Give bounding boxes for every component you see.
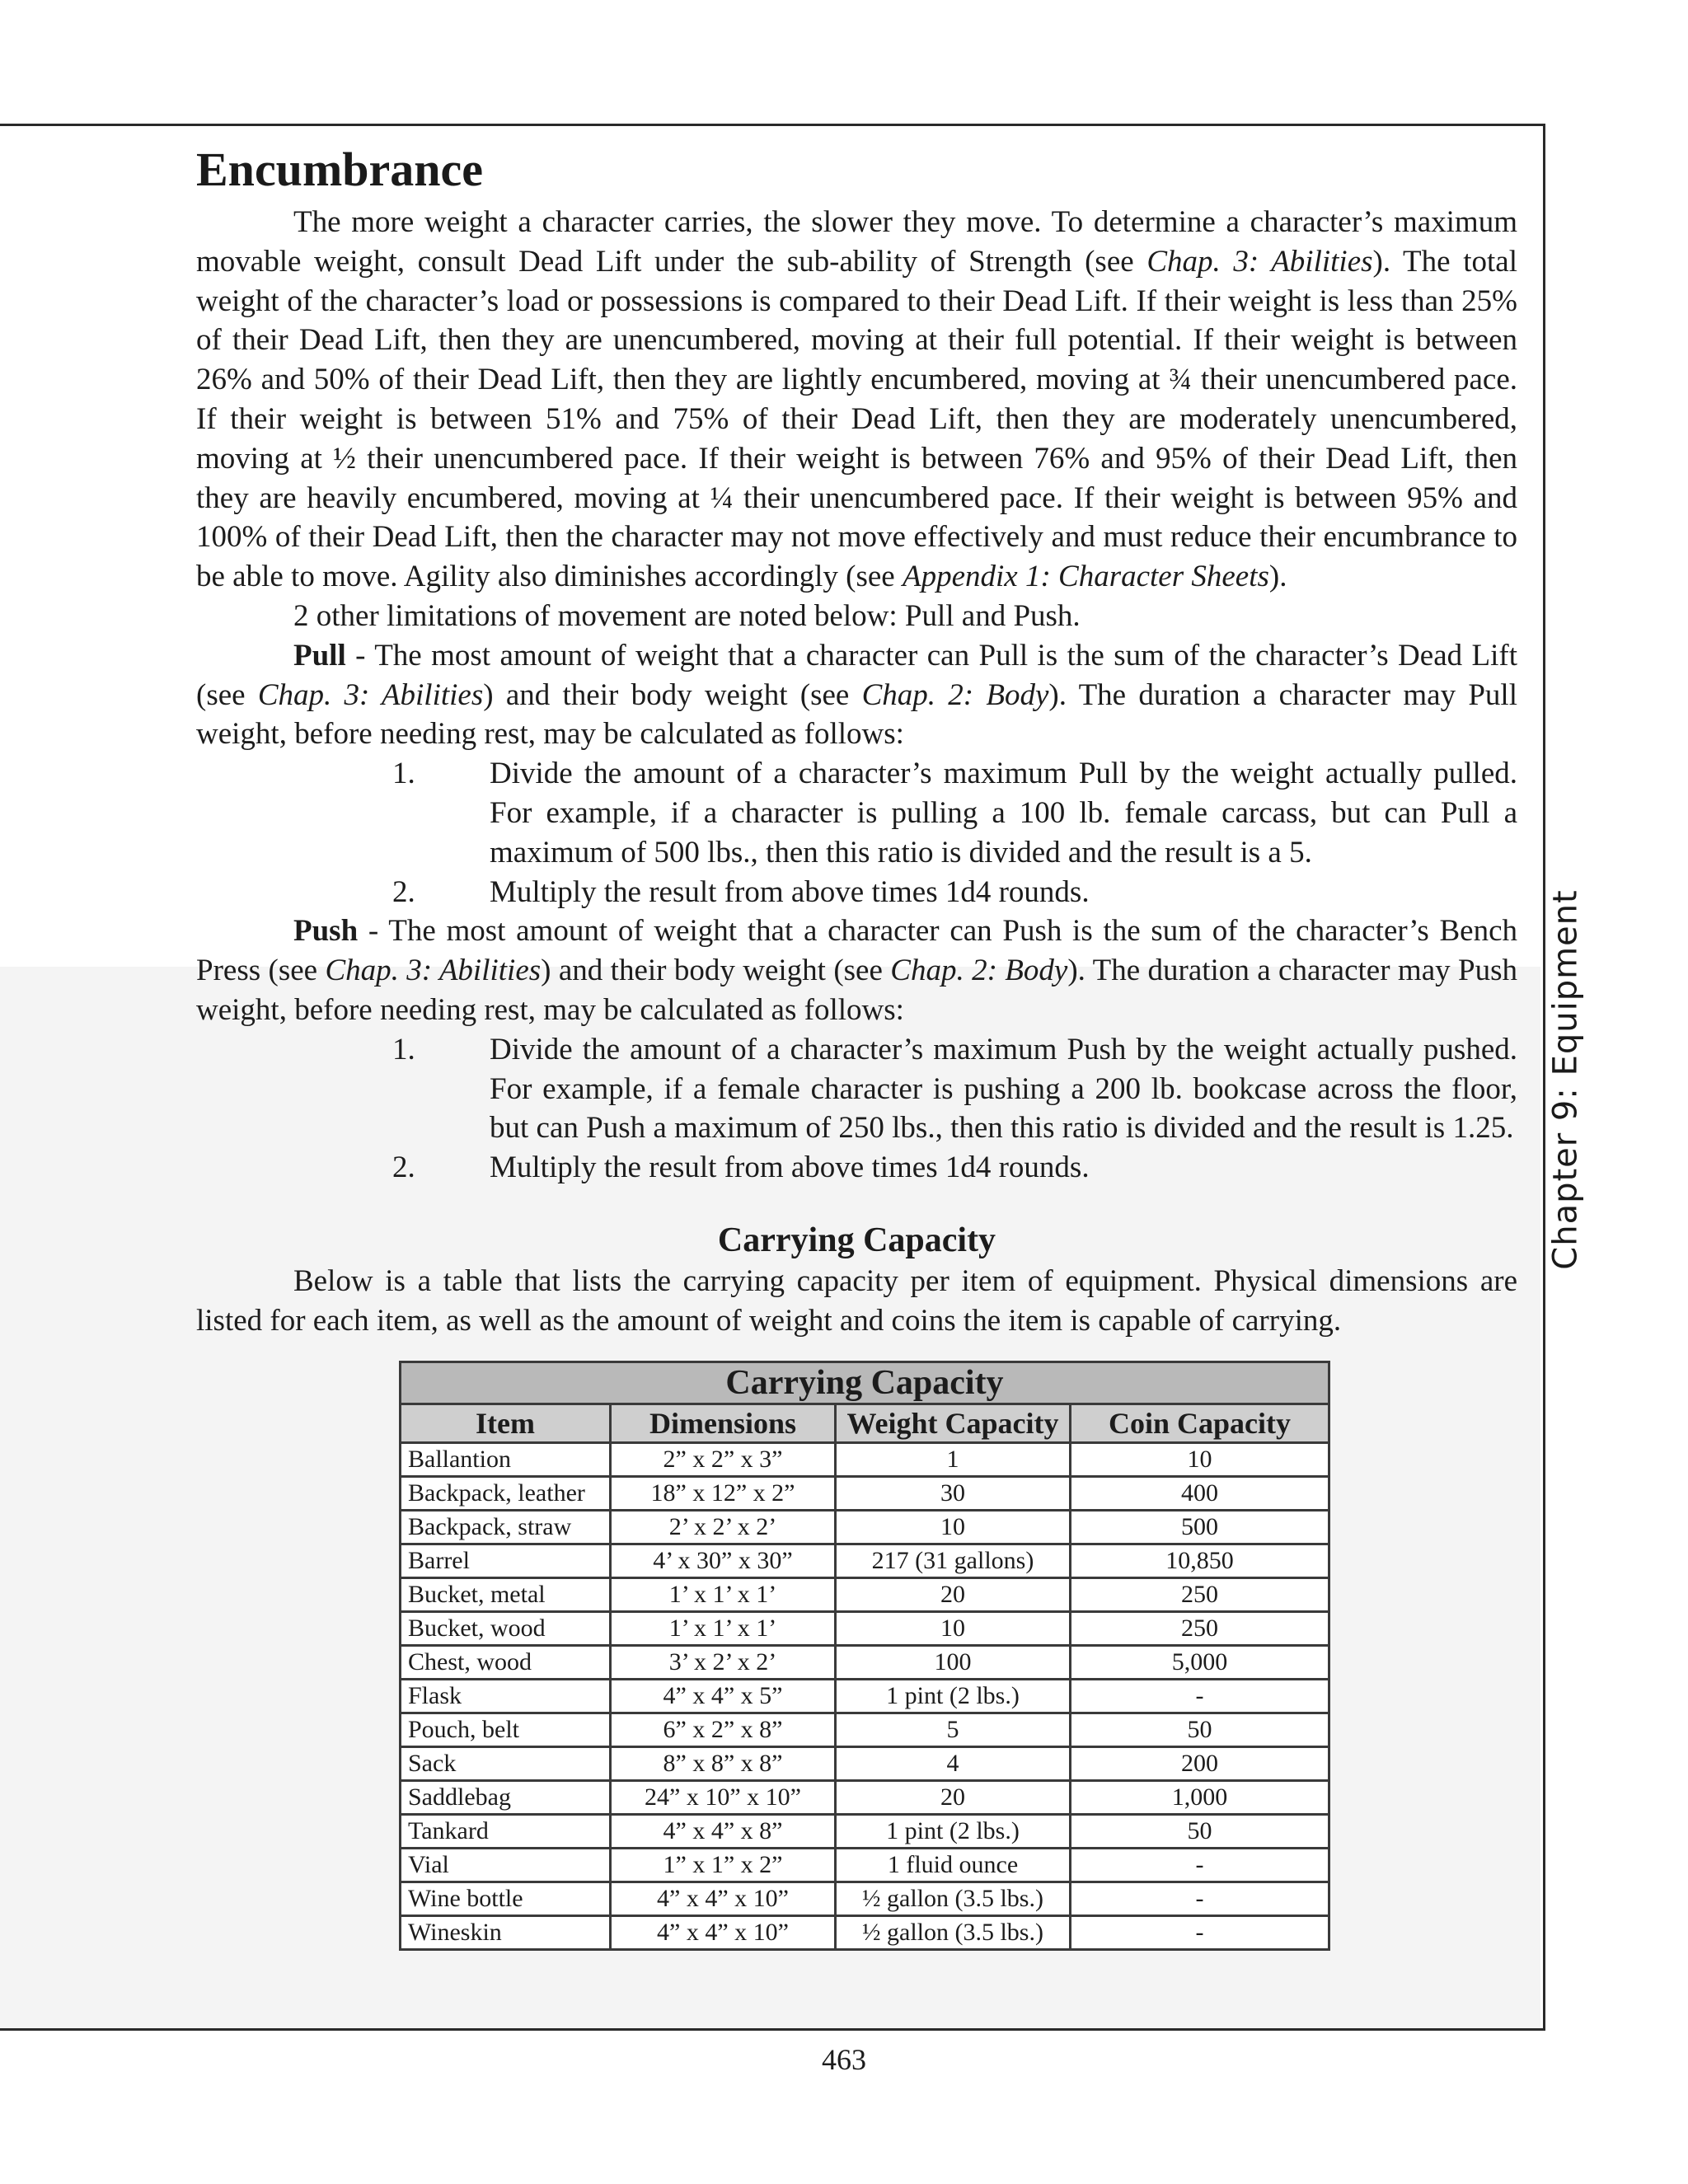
cell-dimensions: 3’ x 2’ x 2’ bbox=[611, 1646, 836, 1680]
table-row bbox=[401, 1713, 1329, 1747]
cell-weight-capacity: 1 pint (2 lbs.) bbox=[836, 1815, 1071, 1849]
cell-coin-capacity: - bbox=[1071, 1680, 1329, 1713]
cell-weight-capacity: 5 bbox=[836, 1713, 1071, 1747]
cell-item: Backpack, leather bbox=[401, 1477, 611, 1511]
cell-coin-capacity: 250 bbox=[1071, 1578, 1329, 1612]
table-row bbox=[401, 1612, 1329, 1646]
step-number: 1. bbox=[392, 757, 415, 791]
table-row bbox=[401, 1511, 1329, 1544]
table-body bbox=[401, 1443, 1329, 1950]
step-text: Multiply the result from above times 1d4 rounds. bbox=[490, 1151, 1090, 1185]
cell-item: Vial bbox=[401, 1849, 611, 1882]
table-row bbox=[401, 1781, 1329, 1815]
cell-coin-capacity: - bbox=[1071, 1849, 1329, 1882]
paragraph-limitations: 2 other limitations of movement are noted below: Pull and Push. bbox=[293, 598, 1081, 633]
page-number: 463 bbox=[822, 2043, 866, 2076]
cell-weight-capacity: 30 bbox=[836, 1477, 1071, 1511]
step-number: 2. bbox=[392, 1151, 415, 1185]
cell-dimensions: 8” x 8” x 8” bbox=[611, 1747, 836, 1781]
cell-weight-capacity: 10 bbox=[836, 1612, 1071, 1646]
pull-label: Pull bbox=[293, 638, 346, 673]
cell-weight-capacity: ½ gallon (3.5 lbs.) bbox=[836, 1882, 1071, 1916]
cell-dimensions: 1” x 1” x 2” bbox=[611, 1849, 836, 1882]
cell-coin-capacity: 500 bbox=[1071, 1511, 1329, 1544]
pull-step-2 bbox=[392, 873, 1517, 912]
push-step-1 bbox=[392, 1030, 1517, 1148]
chapter-side-tab bbox=[1533, 889, 1599, 1270]
push-step-2 bbox=[392, 1148, 1517, 1188]
cell-item: Bucket, metal bbox=[401, 1578, 611, 1612]
cell-dimensions: 4” x 4” x 10” bbox=[611, 1882, 836, 1916]
cell-dimensions: 2’ x 2’ x 2’ bbox=[611, 1511, 836, 1544]
subsection-title: Carrying Capacity bbox=[717, 1221, 996, 1259]
cell-item: Chest, wood bbox=[401, 1646, 611, 1680]
cell-item: Flask bbox=[401, 1680, 611, 1713]
header-coin-capacity: Coin Capacity bbox=[1071, 1404, 1329, 1443]
cell-dimensions: 4” x 4” x 10” bbox=[611, 1916, 836, 1950]
table-row bbox=[401, 1849, 1329, 1882]
table-caption: Carrying Capacity bbox=[399, 1361, 1330, 1403]
table-row bbox=[401, 1916, 1329, 1950]
chapter-reference: Chap. 2: Body bbox=[890, 954, 1068, 988]
cell-coin-capacity: 50 bbox=[1071, 1815, 1329, 1849]
header-dimensions: Dimensions bbox=[611, 1404, 836, 1443]
cell-dimensions: 1’ x 1’ x 1’ bbox=[611, 1612, 836, 1646]
step-number: 1. bbox=[392, 1032, 415, 1066]
push-label: Push bbox=[293, 914, 359, 949]
cell-weight-capacity: 4 bbox=[836, 1747, 1071, 1781]
table-row bbox=[401, 1882, 1329, 1916]
cell-item: Pouch, belt bbox=[401, 1713, 611, 1747]
paragraph-push: Push - The most amount of weight that a character can Push is the sum of the character’s Bench Press (see Chap. 3: Abilities) and their body weight (see Chap. 2: Body). The duration a character may Push weight, before needing rest, may be calculated as follows: bbox=[196, 914, 1518, 1027]
cell-weight-capacity: 20 bbox=[836, 1578, 1071, 1612]
section-title: Encumbrance bbox=[196, 143, 483, 196]
table-row bbox=[401, 1747, 1329, 1781]
cell-weight-capacity: 100 bbox=[836, 1646, 1071, 1680]
step-text: Divide the amount of a character’s maximum Push by the weight actually pushed. For example, if a female character is pushing a 200 lb. bookcase across the floor, but can Push a maximum of 250 lbs., then this ratio is divided and the result is 1.25. bbox=[490, 1032, 1517, 1146]
cell-coin-capacity: 50 bbox=[1071, 1713, 1329, 1747]
cell-item: Saddlebag bbox=[401, 1781, 611, 1815]
paragraph-encumbrance: The more weight a character carries, the slower they move. To determine a character’s maximum movable weight, consult Dead Lift under the sub-ability of Strength (see Chap. 3: Abilities). The total weight of the character’s load or possessions is compared to their Dead Lift. If their weight is less than 25% of their Dead Lift, then they are unencumbered, moving at their full potential. If their weight is between 26% and 50% of their Dead Lift, then they are lightly encumbered, moving at ¾ their unencumbered pace. If their weight is between 51% and 75% of their Dead Lift, then they are moderately unencumbered, moving at ½ their unencumbered pace. If their weight is between 76% and 95% of their Dead Lift, then they are heavily encumbered, moving at ¼ their unencumbered pace. If their weight is between 95% and 100% of their Dead Lift, then the character may not move effectively and must reduce their encumbrance to be able to move. Agility also diminishes accordingly (see Appendix 1: Character Sheets). bbox=[196, 205, 1517, 594]
table-header-row bbox=[401, 1404, 1329, 1443]
table-row bbox=[401, 1680, 1329, 1713]
cell-coin-capacity: 200 bbox=[1071, 1747, 1329, 1781]
cell-coin-capacity: 10,850 bbox=[1071, 1544, 1329, 1578]
paragraph-carrying-capacity: Below is a table that lists the carrying capacity per item of equipment. Physical dimensions are listed for each item, as well as the amount of weight and coins the item is capable of carrying. bbox=[196, 1263, 1517, 1338]
step-text: Divide the amount of a character’s maximum Pull by the weight actually pulled. For example, if a character is pulling a 100 lb. female carcass, but can Pull a maximum of 500 lbs., then this ratio is divided and the result is a 5. bbox=[490, 757, 1517, 869]
cell-item: Tankard bbox=[401, 1815, 611, 1849]
cell-weight-capacity: 1 bbox=[836, 1443, 1071, 1477]
cell-item: Ballantion bbox=[401, 1443, 611, 1477]
cell-coin-capacity: 400 bbox=[1071, 1477, 1329, 1511]
chapter-reference: Chap. 2: Body bbox=[861, 677, 1049, 712]
cell-dimensions: 2” x 2” x 3” bbox=[611, 1443, 836, 1477]
cell-coin-capacity: 5,000 bbox=[1071, 1646, 1329, 1680]
cell-weight-capacity: ½ gallon (3.5 lbs.) bbox=[836, 1916, 1071, 1950]
cell-coin-capacity: 10 bbox=[1071, 1443, 1329, 1477]
cell-weight-capacity: 20 bbox=[836, 1781, 1071, 1815]
appendix-reference: Appendix 1: Character Sheets bbox=[902, 560, 1269, 594]
cell-dimensions: 18” x 12” x 2” bbox=[611, 1477, 836, 1511]
step-number: 2. bbox=[392, 874, 415, 909]
table-row bbox=[401, 1477, 1329, 1511]
cell-dimensions: 4” x 4” x 5” bbox=[611, 1680, 836, 1713]
carrying-capacity-table bbox=[399, 1361, 1330, 1951]
chapter-side-tab-label: Chapter 9: Equipment bbox=[1547, 889, 1585, 1270]
cell-item: Bucket, wood bbox=[401, 1612, 611, 1646]
cell-weight-capacity: 1 fluid ounce bbox=[836, 1849, 1071, 1882]
cell-item: Barrel bbox=[401, 1544, 611, 1578]
header-item: Item bbox=[401, 1404, 611, 1443]
chapter-reference: Chap. 3: Abilities bbox=[1146, 244, 1373, 279]
cell-dimensions: 4” x 4” x 8” bbox=[611, 1815, 836, 1849]
cell-dimensions: 24” x 10” x 10” bbox=[611, 1781, 836, 1815]
step-text: Multiply the result from above times 1d4 rounds. bbox=[490, 874, 1090, 909]
main-content bbox=[196, 140, 1517, 1341]
cell-item: Backpack, straw bbox=[401, 1511, 611, 1544]
cell-weight-capacity: 1 pint (2 lbs.) bbox=[836, 1680, 1071, 1713]
cell-item: Sack bbox=[401, 1747, 611, 1781]
cell-coin-capacity: - bbox=[1071, 1916, 1329, 1950]
cell-coin-capacity: 250 bbox=[1071, 1612, 1329, 1646]
cell-item: Wineskin bbox=[401, 1916, 611, 1950]
cell-dimensions: 6” x 2” x 8” bbox=[611, 1713, 836, 1747]
cell-item: Wine bottle bbox=[401, 1882, 611, 1916]
table-row bbox=[401, 1815, 1329, 1849]
table-row bbox=[401, 1544, 1329, 1578]
cell-weight-capacity: 217 (31 gallons) bbox=[836, 1544, 1071, 1578]
chapter-reference: Chap. 3: Abilities bbox=[257, 677, 484, 712]
chapter-reference: Chap. 3: Abilities bbox=[325, 954, 542, 988]
pull-step-1 bbox=[392, 754, 1517, 872]
cell-dimensions: 1’ x 1’ x 1’ bbox=[611, 1578, 836, 1612]
cell-dimensions: 4’ x 30” x 30” bbox=[611, 1544, 836, 1578]
header-weight-capacity: Weight Capacity bbox=[836, 1404, 1071, 1443]
table-row bbox=[401, 1646, 1329, 1680]
cell-weight-capacity: 10 bbox=[836, 1511, 1071, 1544]
paragraph-pull: Pull - The most amount of weight that a character can Pull is the sum of the character’s Dead Lift (see Chap. 3: Abilities) and their body weight (see Chap. 2: Body). The duration a character may Pull weight, before needing rest, may be calculated as follows: bbox=[196, 638, 1517, 752]
table-row bbox=[401, 1443, 1329, 1477]
table-row bbox=[401, 1578, 1329, 1612]
cell-coin-capacity: 1,000 bbox=[1071, 1781, 1329, 1815]
cell-coin-capacity: - bbox=[1071, 1882, 1329, 1916]
